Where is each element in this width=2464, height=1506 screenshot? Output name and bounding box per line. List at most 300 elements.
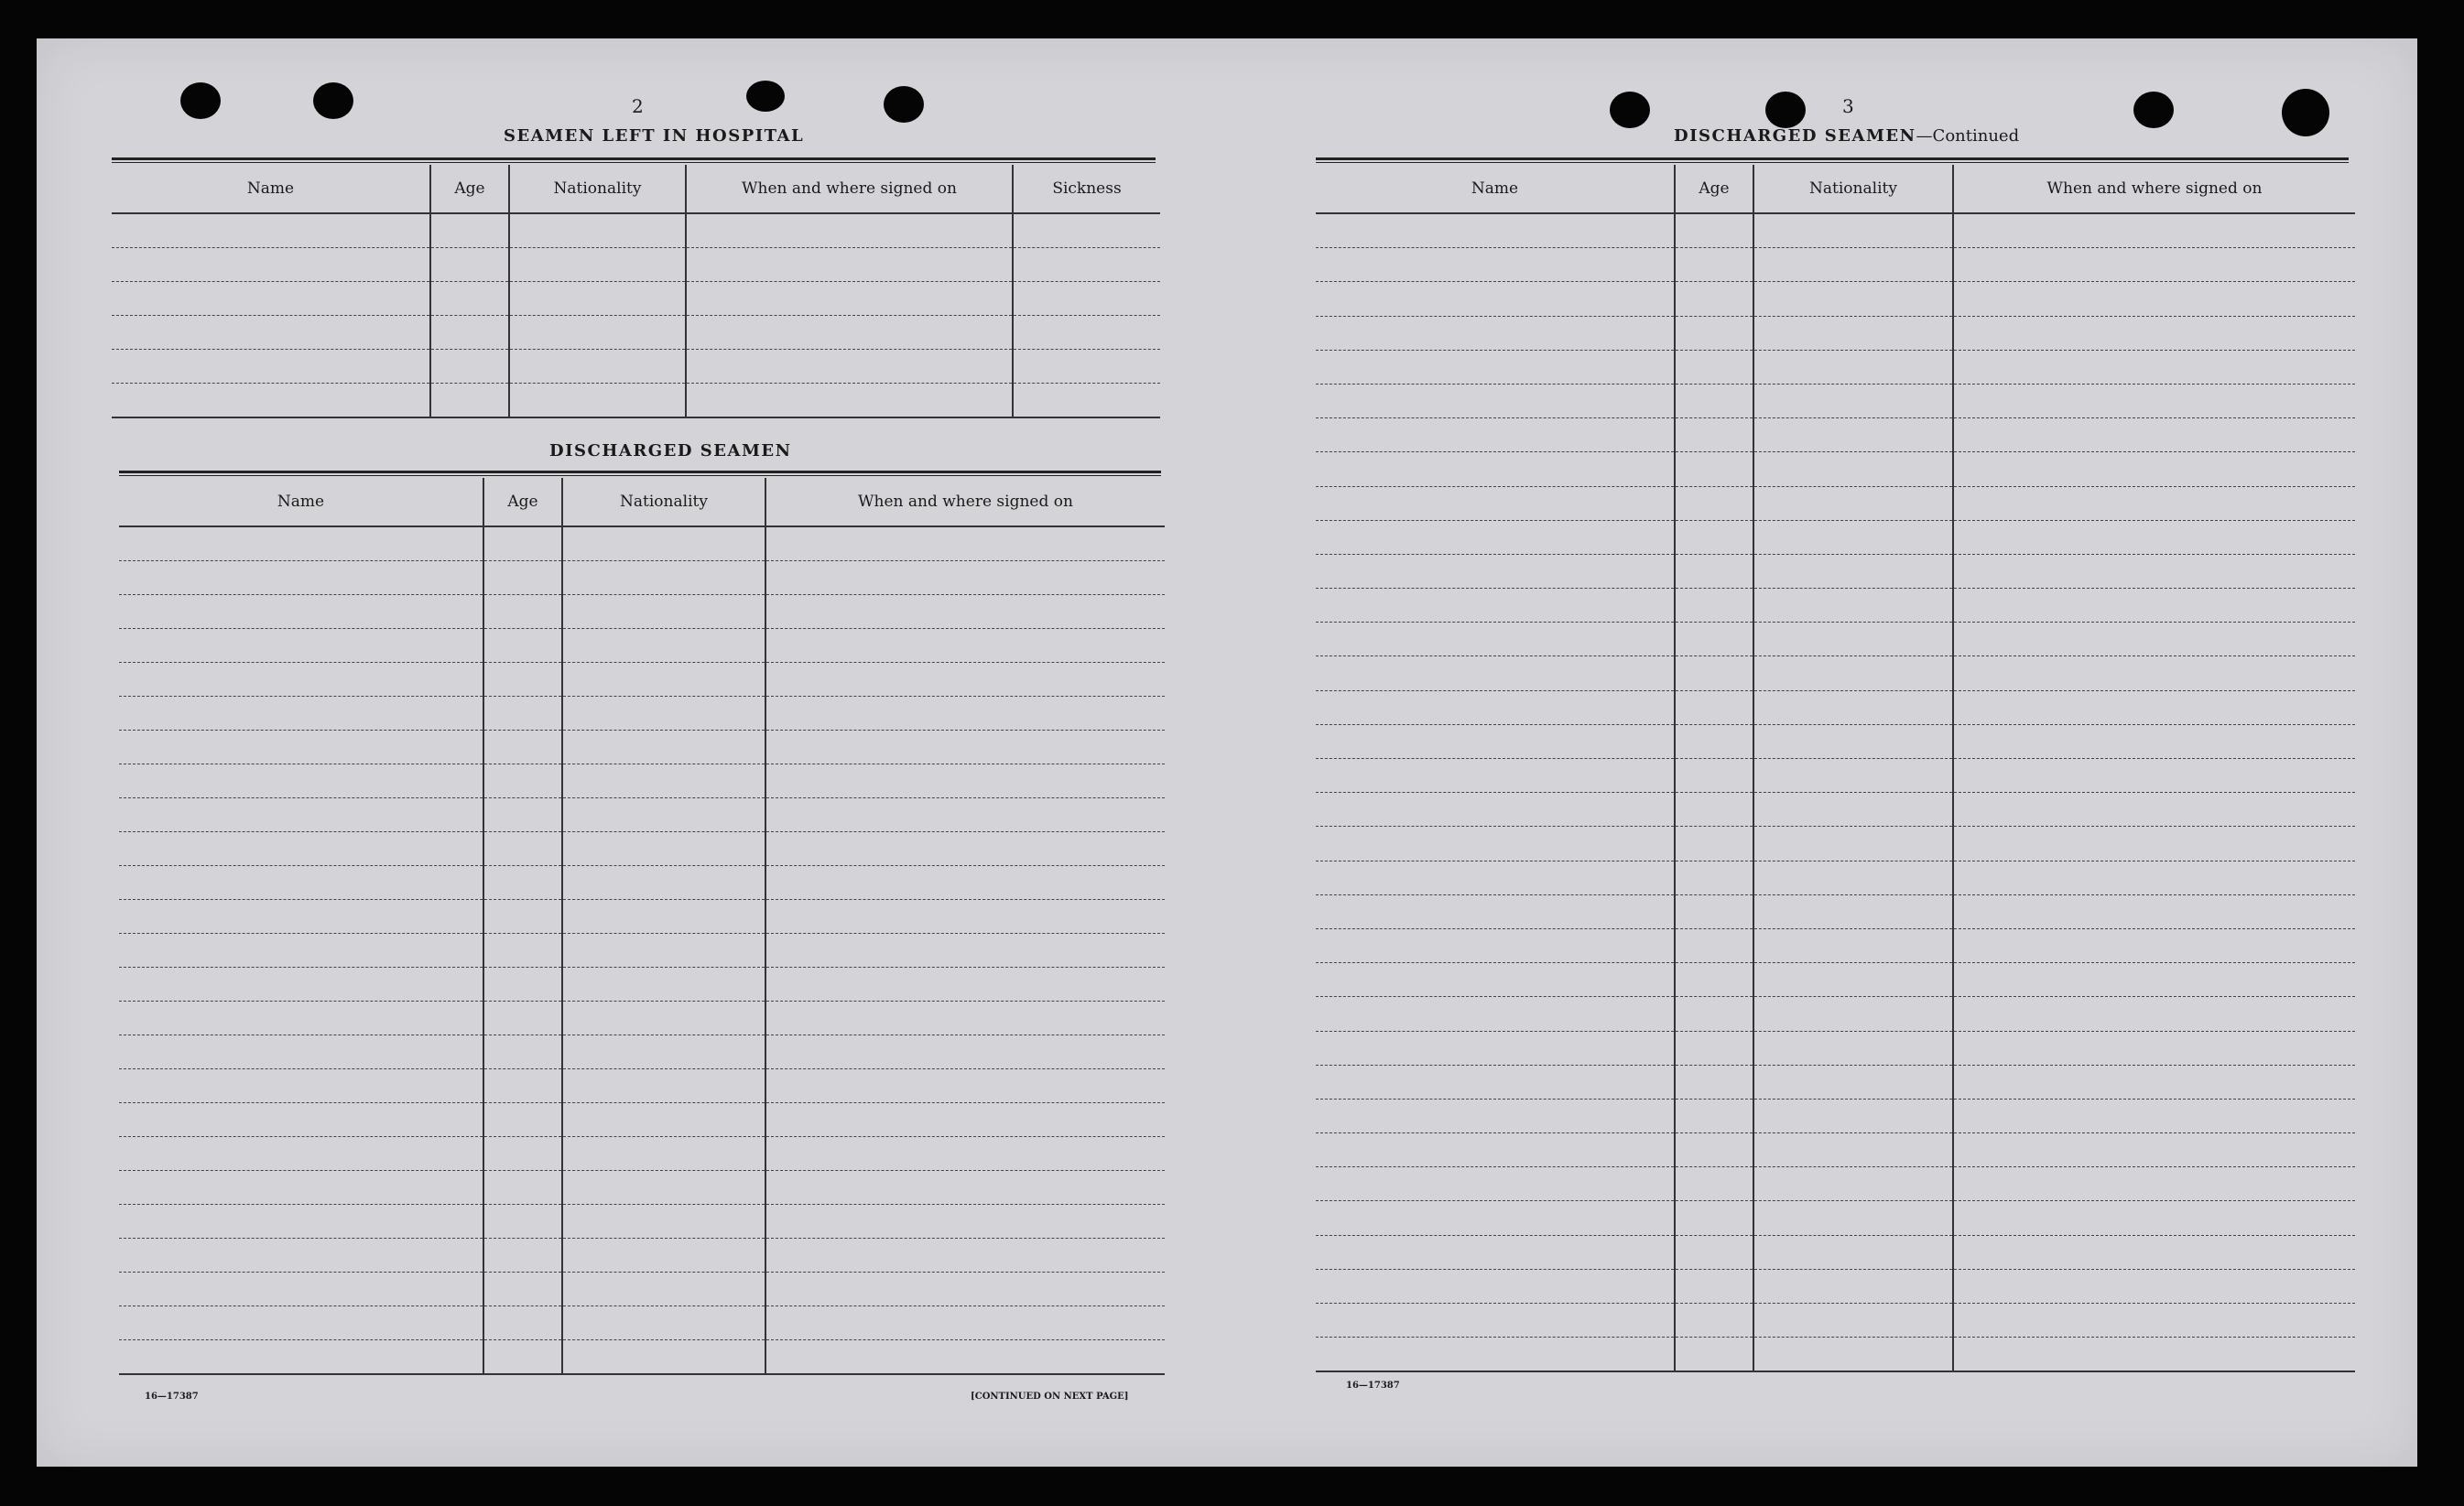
blank-cell[interactable] xyxy=(119,1306,483,1340)
blank-cell[interactable] xyxy=(1953,316,2355,350)
blank-cell[interactable] xyxy=(1316,213,1675,248)
blank-cell[interactable] xyxy=(483,1171,562,1205)
blank-cell[interactable] xyxy=(1753,894,1953,928)
blank-cell[interactable] xyxy=(1753,384,1953,417)
blank-cell[interactable] xyxy=(430,282,509,316)
blank-cell[interactable] xyxy=(1316,1099,1675,1132)
blank-cell[interactable] xyxy=(1316,1031,1675,1065)
blank-cell[interactable] xyxy=(1953,350,2355,384)
blank-cell[interactable] xyxy=(1753,418,1953,452)
blank-cell[interactable] xyxy=(1675,894,1753,928)
blank-cell[interactable] xyxy=(1953,894,2355,928)
blank-cell[interactable] xyxy=(1675,997,1753,1031)
blank-cell[interactable] xyxy=(1753,1133,1953,1167)
blank-cell[interactable] xyxy=(509,350,686,384)
blank-cell[interactable] xyxy=(1316,861,1675,894)
blank-cell[interactable] xyxy=(1675,554,1753,588)
blank-cell[interactable] xyxy=(483,866,562,900)
blank-cell[interactable] xyxy=(483,1273,562,1306)
blank-cell[interactable] xyxy=(1675,1338,1753,1372)
form-sheet xyxy=(37,38,2417,1467)
blank-cell[interactable] xyxy=(483,1239,562,1273)
blank-cell[interactable] xyxy=(1753,316,1953,350)
blank-cell[interactable] xyxy=(1753,623,1953,656)
blank-cell[interactable] xyxy=(1753,554,1953,588)
blank-cell[interactable] xyxy=(765,968,1165,1002)
blank-cell[interactable] xyxy=(1316,452,1675,486)
table-row xyxy=(1316,928,2355,962)
blank-cell[interactable] xyxy=(1316,1338,1675,1372)
blank-cell[interactable] xyxy=(119,764,483,798)
blank-cell[interactable] xyxy=(686,248,1013,282)
blank-cell[interactable] xyxy=(686,316,1013,350)
blank-cell[interactable] xyxy=(1675,452,1753,486)
blank-cell[interactable] xyxy=(765,561,1165,595)
blank-cell[interactable] xyxy=(562,663,765,697)
blank-cell[interactable] xyxy=(119,968,483,1002)
blank-cell[interactable] xyxy=(1753,1304,1953,1338)
blank-cell[interactable] xyxy=(483,1137,562,1171)
blank-cell[interactable] xyxy=(1753,1065,1953,1099)
blank-cell[interactable] xyxy=(119,832,483,866)
blank-cell[interactable] xyxy=(483,934,562,968)
blank-cell[interactable] xyxy=(1013,350,1160,384)
blank-cell[interactable] xyxy=(1753,963,1953,997)
blank-cell[interactable] xyxy=(765,731,1165,764)
blank-cell[interactable] xyxy=(483,798,562,832)
table-row xyxy=(119,1205,1165,1239)
blank-cell[interactable] xyxy=(765,526,1165,561)
blank-cell[interactable] xyxy=(1675,656,1753,690)
blank-cell[interactable] xyxy=(562,1002,765,1035)
blank-cell[interactable] xyxy=(483,1306,562,1340)
blank-cell[interactable] xyxy=(119,1205,483,1239)
blank-cell[interactable] xyxy=(765,1069,1165,1103)
blank-cell[interactable] xyxy=(1953,656,2355,690)
blank-cell[interactable] xyxy=(1316,1304,1675,1338)
blank-cell[interactable] xyxy=(1316,894,1675,928)
blank-cell[interactable] xyxy=(562,764,765,798)
blank-cell[interactable] xyxy=(1675,690,1753,724)
blank-cell[interactable] xyxy=(1953,554,2355,588)
blank-cell[interactable] xyxy=(1316,724,1675,758)
blank-cell[interactable] xyxy=(1953,1304,2355,1338)
blank-cell[interactable] xyxy=(1675,1099,1753,1132)
blank-cell[interactable] xyxy=(1753,997,1953,1031)
blank-cell[interactable] xyxy=(1753,1338,1953,1372)
blank-cell[interactable] xyxy=(765,1239,1165,1273)
punch-hole xyxy=(180,82,221,119)
blank-cell[interactable] xyxy=(1753,690,1953,724)
blank-cell[interactable] xyxy=(1953,623,2355,656)
blank-cell[interactable] xyxy=(1316,350,1675,384)
blank-cell[interactable] xyxy=(1953,1167,2355,1201)
blank-cell[interactable] xyxy=(1953,690,2355,724)
blank-cell[interactable] xyxy=(483,1002,562,1035)
blank-cell[interactable] xyxy=(1753,350,1953,384)
blank-cell[interactable] xyxy=(1316,1065,1675,1099)
blank-cell[interactable] xyxy=(562,934,765,968)
blank-cell[interactable] xyxy=(1316,759,1675,793)
blank-cell[interactable] xyxy=(119,1340,483,1375)
column-header: Nationality xyxy=(1753,165,1953,213)
blank-cell[interactable] xyxy=(483,832,562,866)
blank-cell[interactable] xyxy=(1675,963,1753,997)
table-row xyxy=(119,832,1165,866)
blank-cell[interactable] xyxy=(562,1171,765,1205)
blank-cell[interactable] xyxy=(483,595,562,629)
blank-cell[interactable] xyxy=(765,866,1165,900)
blank-cell[interactable] xyxy=(1316,1201,1675,1235)
discharged-title-rule xyxy=(119,471,1161,476)
blank-cell[interactable] xyxy=(1675,759,1753,793)
blank-cell[interactable] xyxy=(1675,418,1753,452)
blank-cell[interactable] xyxy=(1753,1031,1953,1065)
blank-cell[interactable] xyxy=(1953,248,2355,282)
blank-cell[interactable] xyxy=(483,1103,562,1137)
blank-cell[interactable] xyxy=(1316,827,1675,861)
blank-cell[interactable] xyxy=(112,316,430,350)
form-number-left: 16—17387 xyxy=(145,1392,199,1402)
blank-cell[interactable] xyxy=(1316,316,1675,350)
blank-cell[interactable] xyxy=(1675,520,1753,554)
table-row xyxy=(119,663,1165,697)
blank-cell[interactable] xyxy=(1675,1201,1753,1235)
blank-cell[interactable] xyxy=(765,1171,1165,1205)
blank-cell[interactable] xyxy=(1753,827,1953,861)
blank-cell[interactable] xyxy=(765,1205,1165,1239)
table-row xyxy=(1316,963,2355,997)
blank-cell[interactable] xyxy=(483,968,562,1002)
blank-cell[interactable] xyxy=(1753,248,1953,282)
blank-cell[interactable] xyxy=(1753,656,1953,690)
blank-cell[interactable] xyxy=(1753,1201,1953,1235)
blank-cell[interactable] xyxy=(483,731,562,764)
blank-cell[interactable] xyxy=(1316,486,1675,520)
blank-cell[interactable] xyxy=(1953,520,2355,554)
table-row xyxy=(119,1340,1165,1375)
blank-cell[interactable] xyxy=(119,1137,483,1171)
table-row xyxy=(1316,1304,2355,1338)
blank-cell[interactable] xyxy=(509,384,686,418)
blank-cell[interactable] xyxy=(430,213,509,248)
blank-cell[interactable] xyxy=(562,1273,765,1306)
blank-cell[interactable] xyxy=(1316,1133,1675,1167)
blank-cell[interactable] xyxy=(1675,213,1753,248)
table-row xyxy=(1316,282,2355,316)
blank-cell[interactable] xyxy=(1953,1099,2355,1132)
blank-cell[interactable] xyxy=(430,316,509,350)
blank-cell[interactable] xyxy=(1953,997,2355,1031)
table-row xyxy=(119,900,1165,934)
blank-cell[interactable] xyxy=(509,282,686,316)
blank-cell[interactable] xyxy=(1953,452,2355,486)
blank-cell[interactable] xyxy=(562,697,765,731)
blank-cell[interactable] xyxy=(119,561,483,595)
blank-cell[interactable] xyxy=(112,384,430,418)
blank-cell[interactable] xyxy=(765,1002,1165,1035)
blank-cell[interactable] xyxy=(112,248,430,282)
table-row xyxy=(119,1306,1165,1340)
blank-cell[interactable] xyxy=(483,697,562,731)
blank-cell[interactable] xyxy=(1675,248,1753,282)
table-row xyxy=(1316,248,2355,282)
column-header: Name xyxy=(1316,165,1675,213)
blank-cell[interactable] xyxy=(1675,1269,1753,1303)
blank-cell[interactable] xyxy=(1953,759,2355,793)
blank-cell[interactable] xyxy=(119,866,483,900)
blank-cell[interactable] xyxy=(1316,997,1675,1031)
blank-cell[interactable] xyxy=(119,1273,483,1306)
blank-cell[interactable] xyxy=(765,663,1165,697)
blank-cell[interactable] xyxy=(119,1069,483,1103)
blank-cell[interactable] xyxy=(765,1340,1165,1375)
blank-cell[interactable] xyxy=(1013,282,1160,316)
blank-cell[interactable] xyxy=(1316,963,1675,997)
hospital-table xyxy=(112,165,1160,418)
blank-cell[interactable] xyxy=(509,213,686,248)
blank-cell[interactable] xyxy=(686,384,1013,418)
blank-cell[interactable] xyxy=(483,663,562,697)
blank-cell[interactable] xyxy=(562,1137,765,1171)
blank-cell[interactable] xyxy=(1953,793,2355,827)
blank-cell[interactable] xyxy=(1953,1235,2355,1269)
blank-cell[interactable] xyxy=(562,1306,765,1340)
blank-cell[interactable] xyxy=(1753,793,1953,827)
table-row xyxy=(112,248,1160,282)
blank-cell[interactable] xyxy=(483,1069,562,1103)
blank-cell[interactable] xyxy=(483,900,562,934)
blank-cell[interactable] xyxy=(1675,589,1753,623)
blank-cell[interactable] xyxy=(1675,793,1753,827)
blank-cell[interactable] xyxy=(483,561,562,595)
blank-cell[interactable] xyxy=(1316,928,1675,962)
blank-cell[interactable] xyxy=(686,282,1013,316)
blank-cell[interactable] xyxy=(1675,1304,1753,1338)
blank-cell[interactable] xyxy=(765,832,1165,866)
blank-cell[interactable] xyxy=(562,866,765,900)
blank-cell[interactable] xyxy=(1675,350,1753,384)
blank-cell[interactable] xyxy=(483,764,562,798)
blank-cell[interactable] xyxy=(119,1171,483,1205)
blank-cell[interactable] xyxy=(119,629,483,663)
blank-cell[interactable] xyxy=(1753,861,1953,894)
blank-cell[interactable] xyxy=(765,764,1165,798)
blank-cell[interactable] xyxy=(1675,1065,1753,1099)
continued-table xyxy=(1316,165,2355,1372)
column-header: When and where signed on xyxy=(1953,165,2355,213)
blank-cell[interactable] xyxy=(1316,282,1675,316)
blank-cell[interactable] xyxy=(1953,928,2355,962)
blank-cell[interactable] xyxy=(1753,520,1953,554)
blank-cell[interactable] xyxy=(1316,589,1675,623)
blank-cell[interactable] xyxy=(1953,213,2355,248)
blank-cell[interactable] xyxy=(1316,248,1675,282)
blank-cell[interactable] xyxy=(1753,486,1953,520)
blank-cell[interactable] xyxy=(112,282,430,316)
blank-cell[interactable] xyxy=(1953,384,2355,417)
table-row xyxy=(1316,1099,2355,1132)
blank-cell[interactable] xyxy=(1675,1031,1753,1065)
table-row xyxy=(119,798,1165,832)
blank-cell[interactable] xyxy=(483,1205,562,1239)
blank-cell[interactable] xyxy=(119,900,483,934)
blank-cell[interactable] xyxy=(483,526,562,561)
blank-cell[interactable] xyxy=(1753,213,1953,248)
blank-cell[interactable] xyxy=(1753,1235,1953,1269)
blank-cell[interactable] xyxy=(119,697,483,731)
blank-cell[interactable] xyxy=(765,595,1165,629)
blank-cell[interactable] xyxy=(1953,963,2355,997)
blank-cell[interactable] xyxy=(112,213,430,248)
blank-cell[interactable] xyxy=(1753,1269,1953,1303)
blank-cell[interactable] xyxy=(1316,793,1675,827)
blank-cell[interactable] xyxy=(509,248,686,282)
blank-cell[interactable] xyxy=(1953,589,2355,623)
blank-cell[interactable] xyxy=(1675,623,1753,656)
blank-cell[interactable] xyxy=(1675,928,1753,962)
blank-cell[interactable] xyxy=(765,1306,1165,1340)
blank-cell[interactable] xyxy=(562,629,765,663)
blank-cell[interactable] xyxy=(1675,1235,1753,1269)
blank-cell[interactable] xyxy=(1953,486,2355,520)
blank-cell[interactable] xyxy=(119,663,483,697)
blank-cell[interactable] xyxy=(1316,1167,1675,1201)
blank-cell[interactable] xyxy=(562,526,765,561)
blank-cell[interactable] xyxy=(765,1273,1165,1306)
blank-cell[interactable] xyxy=(119,798,483,832)
blank-cell[interactable] xyxy=(1953,418,2355,452)
blank-cell[interactable] xyxy=(430,248,509,282)
table-row xyxy=(1316,1201,2355,1235)
blank-cell[interactable] xyxy=(1013,316,1160,350)
blank-cell[interactable] xyxy=(1316,384,1675,417)
table-row xyxy=(1316,384,2355,417)
blank-cell[interactable] xyxy=(686,213,1013,248)
blank-cell[interactable] xyxy=(1675,1133,1753,1167)
blank-cell[interactable] xyxy=(1753,1167,1953,1201)
blank-cell[interactable] xyxy=(562,832,765,866)
table-row xyxy=(1316,1269,2355,1303)
blank-cell[interactable] xyxy=(483,629,562,663)
blank-cell[interactable] xyxy=(562,1205,765,1239)
blank-cell[interactable] xyxy=(562,900,765,934)
blank-cell[interactable] xyxy=(1013,248,1160,282)
blank-cell[interactable] xyxy=(562,1239,765,1273)
blank-cell[interactable] xyxy=(1316,520,1675,554)
blank-cell[interactable] xyxy=(562,1069,765,1103)
blank-cell[interactable] xyxy=(1316,1235,1675,1269)
blank-cell[interactable] xyxy=(765,629,1165,663)
discharged-header-row xyxy=(119,478,1165,526)
blank-cell[interactable] xyxy=(1753,589,1953,623)
blank-cell[interactable] xyxy=(1675,316,1753,350)
blank-cell[interactable] xyxy=(562,561,765,595)
blank-cell[interactable] xyxy=(112,350,430,384)
table-row xyxy=(112,213,1160,248)
blank-cell[interactable] xyxy=(1316,554,1675,588)
blank-cell[interactable] xyxy=(1675,282,1753,316)
blank-cell[interactable] xyxy=(562,1103,765,1137)
blank-cell[interactable] xyxy=(430,384,509,418)
blank-cell[interactable] xyxy=(119,595,483,629)
blank-cell[interactable] xyxy=(1316,623,1675,656)
blank-cell[interactable] xyxy=(562,1340,765,1375)
table-row xyxy=(1316,1065,2355,1099)
blank-cell[interactable] xyxy=(1316,656,1675,690)
blank-cell[interactable] xyxy=(562,595,765,629)
blank-cell[interactable] xyxy=(1675,827,1753,861)
blank-cell[interactable] xyxy=(1753,1099,1953,1132)
blank-cell[interactable] xyxy=(119,526,483,561)
blank-cell[interactable] xyxy=(765,798,1165,832)
blank-cell[interactable] xyxy=(1316,418,1675,452)
table-row xyxy=(119,697,1165,731)
blank-cell[interactable] xyxy=(765,1103,1165,1137)
blank-cell[interactable] xyxy=(119,1002,483,1035)
blank-cell[interactable] xyxy=(686,350,1013,384)
blank-cell[interactable] xyxy=(1753,759,1953,793)
blank-cell[interactable] xyxy=(119,1035,483,1069)
blank-cell[interactable] xyxy=(119,1239,483,1273)
blank-cell[interactable] xyxy=(430,350,509,384)
blank-cell[interactable] xyxy=(765,1035,1165,1069)
table-row xyxy=(1316,316,2355,350)
punch-hole xyxy=(1610,92,1650,128)
blank-cell[interactable] xyxy=(1953,282,2355,316)
blank-cell[interactable] xyxy=(1753,928,1953,962)
blank-cell[interactable] xyxy=(1953,1031,2355,1065)
blank-cell[interactable] xyxy=(1953,1201,2355,1235)
blank-cell[interactable] xyxy=(119,934,483,968)
blank-cell[interactable] xyxy=(1953,1338,2355,1372)
blank-cell[interactable] xyxy=(483,1340,562,1375)
blank-cell[interactable] xyxy=(1675,486,1753,520)
blank-cell[interactable] xyxy=(1675,861,1753,894)
blank-cell[interactable] xyxy=(562,798,765,832)
blank-cell[interactable] xyxy=(483,1035,562,1069)
blank-cell[interactable] xyxy=(562,968,765,1002)
blank-cell[interactable] xyxy=(1316,690,1675,724)
blank-cell[interactable] xyxy=(509,316,686,350)
blank-cell[interactable] xyxy=(562,731,765,764)
blank-cell[interactable] xyxy=(1675,724,1753,758)
blank-cell[interactable] xyxy=(765,934,1165,968)
blank-cell[interactable] xyxy=(765,697,1165,731)
blank-cell[interactable] xyxy=(1316,1269,1675,1303)
blank-cell[interactable] xyxy=(119,731,483,764)
blank-cell[interactable] xyxy=(1753,452,1953,486)
blank-cell[interactable] xyxy=(1953,827,2355,861)
continued-title-rule xyxy=(1316,157,2349,163)
blank-cell[interactable] xyxy=(1013,384,1160,418)
blank-cell[interactable] xyxy=(1953,724,2355,758)
blank-cell[interactable] xyxy=(1953,1065,2355,1099)
blank-cell[interactable] xyxy=(765,1137,1165,1171)
blank-cell[interactable] xyxy=(1753,724,1953,758)
blank-cell[interactable] xyxy=(1753,282,1953,316)
blank-cell[interactable] xyxy=(1013,213,1160,248)
blank-cell[interactable] xyxy=(119,1103,483,1137)
blank-cell[interactable] xyxy=(1953,861,2355,894)
blank-cell[interactable] xyxy=(1953,1269,2355,1303)
blank-cell[interactable] xyxy=(562,1035,765,1069)
blank-cell[interactable] xyxy=(1953,1133,2355,1167)
blank-cell[interactable] xyxy=(1675,384,1753,417)
punch-hole xyxy=(2133,92,2174,128)
blank-cell[interactable] xyxy=(1675,1167,1753,1201)
blank-cell[interactable] xyxy=(765,900,1165,934)
